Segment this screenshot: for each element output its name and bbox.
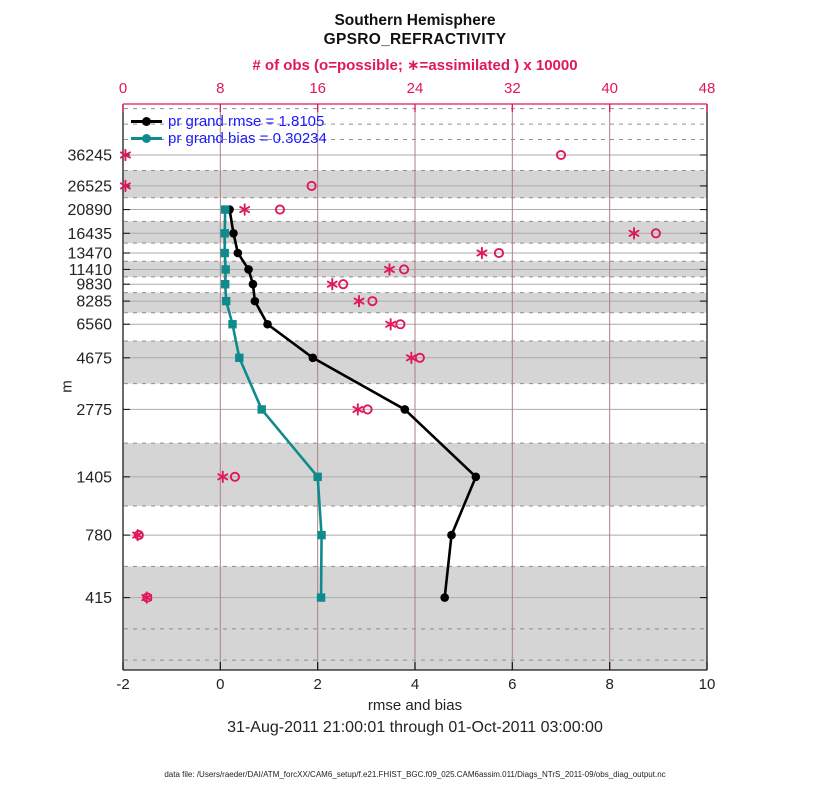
rmse-point xyxy=(309,353,318,362)
y-tick-label: 16435 xyxy=(67,225,112,243)
legend-line-sample-rmse xyxy=(131,120,162,123)
top-tick-label: 16 xyxy=(309,80,327,97)
top-tick-label: 24 xyxy=(406,80,424,97)
y-tick-label: 20890 xyxy=(67,202,112,220)
rmse-point xyxy=(244,265,253,274)
y-tick-label: 11410 xyxy=(68,261,112,279)
data-file-path: data file: /Users/raeder/DAI/ATM_forcXX/CAM6_setup/f.e21.FHIST_BGC.f09_025.CAM6assim.011/Diags_NTrS_2011-09/obs_diag_output.nc xyxy=(164,770,666,779)
legend-marker-rmse xyxy=(142,117,151,126)
top-axis-label: # of obs (o=possible; ∗=assimilated ) x 10000 xyxy=(252,57,578,74)
x-tick-label: -2 xyxy=(116,676,130,693)
top-tick-label: 40 xyxy=(601,80,619,97)
y-axis-label: m xyxy=(58,380,76,393)
y-tick-label: 8285 xyxy=(76,293,112,311)
y-tick-label: 2775 xyxy=(76,401,112,419)
rmse-point xyxy=(472,473,481,482)
x-tick-label: 8 xyxy=(605,676,614,693)
bias-point xyxy=(221,229,229,237)
bias-point xyxy=(221,280,229,288)
legend-label-bias: pr grand bias = 0.30234 xyxy=(168,130,327,147)
bias-point xyxy=(258,405,266,413)
bias-point xyxy=(221,265,229,273)
legend-label-rmse: pr grand rmse = 1.8105 xyxy=(168,113,325,130)
legend xyxy=(131,113,327,147)
bias-point xyxy=(222,297,230,305)
rmse-point xyxy=(251,297,260,306)
y-tick-label: 9830 xyxy=(76,276,112,294)
legend-marker-bias xyxy=(142,134,151,143)
top-tick-label: 8 xyxy=(216,80,225,97)
y-tick-label: 1405 xyxy=(76,469,112,487)
page-title: Southern Hemisphere xyxy=(334,12,496,29)
rmse-point xyxy=(263,320,272,329)
bias-point xyxy=(221,205,229,213)
top-tick-label: 48 xyxy=(698,80,716,97)
bias-point xyxy=(228,320,236,328)
date-range: 31-Aug-2011 21:00:01 through 01-Oct-2011 03:00:00 xyxy=(227,719,603,736)
bias-point xyxy=(313,473,321,481)
y-tick-label: 36245 xyxy=(67,147,112,165)
y-tick-label: 13470 xyxy=(67,245,112,263)
x-tick-label: 4 xyxy=(410,676,420,693)
chart-subtitle: GPSRO_REFRACTIVITY xyxy=(323,31,507,48)
y-tick-label: 6560 xyxy=(76,316,112,334)
y-tick-label: 415 xyxy=(85,590,112,608)
x-tick-label: 2 xyxy=(313,676,322,693)
legend-item-bias xyxy=(131,130,327,147)
rmse-point xyxy=(234,249,243,258)
bias-point xyxy=(317,531,325,539)
y-tick-label: 780 xyxy=(85,527,112,545)
x-tick-label: 6 xyxy=(508,676,517,693)
bias-point xyxy=(317,593,325,601)
bias-point xyxy=(235,354,243,362)
rmse-point xyxy=(440,593,449,602)
bias-point xyxy=(221,249,229,257)
x-tick-label: 10 xyxy=(698,676,716,693)
x-axis-label: rmse and bias xyxy=(367,697,463,714)
rmse-point xyxy=(400,405,409,414)
legend-item-rmse xyxy=(131,113,327,130)
rmse-point xyxy=(249,280,258,289)
rmse-point xyxy=(229,229,238,238)
top-tick-label: 0 xyxy=(118,80,128,97)
legend-line-sample-bias xyxy=(131,137,162,140)
y-tick-label: 4675 xyxy=(76,350,112,368)
x-tick-label: 0 xyxy=(216,676,225,693)
top-tick-label: 32 xyxy=(503,80,521,97)
rmse-point xyxy=(447,531,456,540)
y-tick-label: 26525 xyxy=(67,178,112,196)
